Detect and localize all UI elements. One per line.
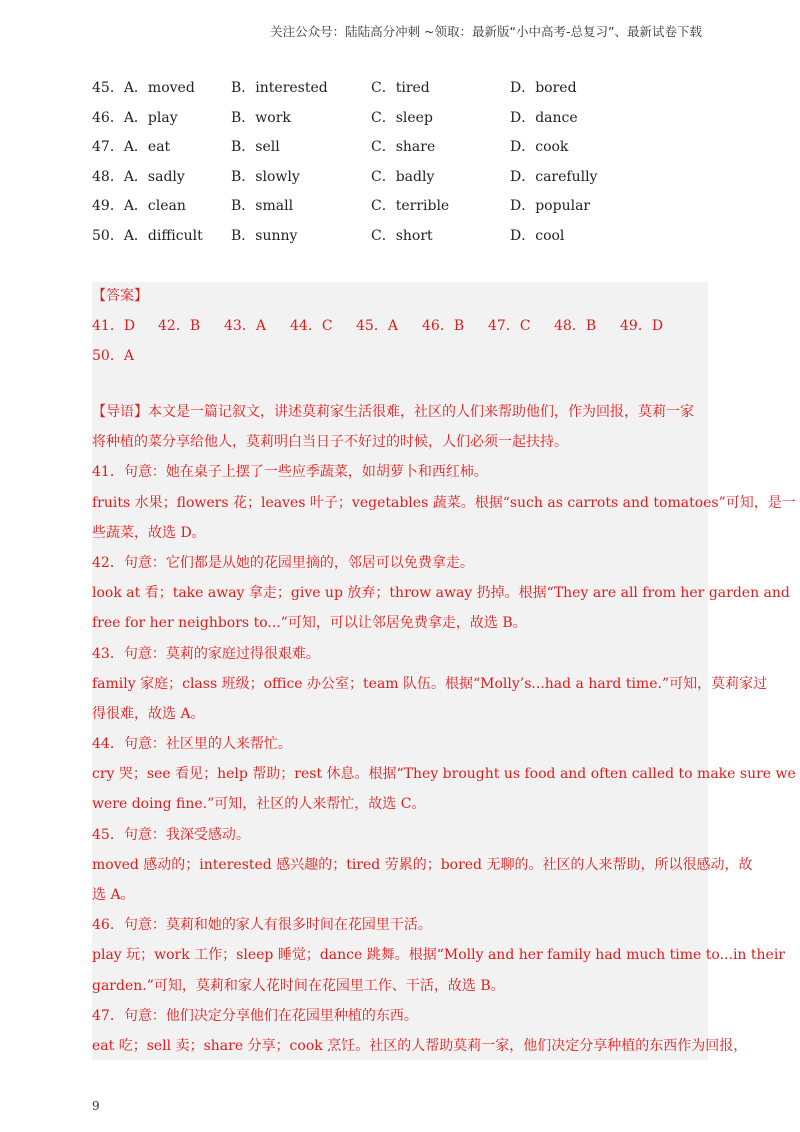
- answer-50: 50．A: [92, 348, 134, 364]
- option-d: D．cool: [510, 227, 565, 244]
- analysis-line: 些蔬菜，故选 D。: [92, 524, 206, 541]
- option-a: 45．A．moved: [92, 80, 195, 96]
- option-row-46: [92, 108, 712, 138]
- analysis-line: play 玩；work 工作；sleep 睡觉；dance 跳舞。根据“Molly and her family had much time to...in their: [92, 947, 785, 964]
- option-c: C．terrible: [371, 198, 450, 215]
- page-header: 关注公众号：陆陆高分冲刺 ~领取：最新版“小中高考-总复习”、最新试卷下载: [270, 24, 702, 39]
- analysis-line: 将种植的菜分享给他人，莫莉明白当日子不好过的时候，人们必须一起扶持。: [92, 434, 568, 451]
- option-d: D．dance: [510, 109, 578, 126]
- answer-41: 41．D: [92, 318, 136, 334]
- option-c: C．badly: [371, 168, 435, 185]
- option-row-49: [92, 196, 712, 226]
- option-d: D．popular: [510, 198, 591, 215]
- answer-44: 44．C: [290, 318, 333, 334]
- option-row-48: [92, 167, 712, 197]
- option-c: C．sleep: [371, 109, 433, 126]
- answer-43: 43．A: [224, 318, 266, 334]
- option-b: B．slowly: [231, 168, 300, 185]
- option-d: D．cook: [510, 139, 569, 156]
- page-number: 9: [92, 1099, 100, 1113]
- option-a: 46．A．play: [92, 109, 178, 126]
- answer-47: 47．C: [488, 318, 531, 334]
- option-b: B．work: [231, 109, 291, 126]
- analysis-line: 47．句意：他们决定分享他们在花园里种植的东西。: [92, 1007, 418, 1024]
- analysis-line: eat 吃；sell 卖；share 分享；cook 烹饪。社区的人帮助莫莉一家，他们决定分享种植的东西作为回报，: [92, 1037, 748, 1054]
- option-c: C．tired: [371, 80, 430, 96]
- analysis-line: free for her neighbors to...”可知，可以让邻居免费拿走，故选 B。: [92, 615, 527, 632]
- analysis-line: 45．句意：我深受感动。: [92, 826, 250, 843]
- option-d: D．bored: [510, 80, 577, 96]
- option-row-45: [92, 78, 712, 108]
- answer-46: 46．B: [422, 318, 465, 334]
- option-b: B．sunny: [231, 227, 298, 244]
- option-d: D．carefully: [510, 168, 598, 185]
- analysis-line: family 家庭；class 班级；office 办公室；team 队伍。根据“Molly’s...had a hard time.”可知，莫莉家过: [92, 675, 768, 692]
- analysis-line: fruits 水果；flowers 花；leaves 叶子；vegetables 蔬菜。根据“such as carrots and tomatoes”可知，是一: [92, 494, 796, 511]
- answer-42: 42．B: [158, 318, 201, 334]
- analysis-line: moved 感动的；interested 感兴趣的；tired 劳累的；bored 无聊的。社区的人来帮助，所以很感动，故: [92, 856, 753, 873]
- option-a: 47．A．eat: [92, 139, 171, 156]
- analysis-line: 得很难，故选 A。: [92, 705, 205, 722]
- option-b: B．small: [231, 198, 294, 215]
- analysis-text: [92, 402, 796, 1066]
- analysis-line: 42．句意：它们都是从她的花园里摘的，邻居可以免费拿走。: [92, 554, 474, 571]
- options-list: [92, 78, 712, 256]
- option-a: 49．A．clean: [92, 198, 186, 215]
- analysis-line: 46．句意：莫莉和她的家人有很多时间在花园里干活。: [92, 917, 432, 934]
- analysis-line: look at 看；take away 拿走；give up 放弃；throw away 扔掉。根据“They are all from her garden and: [92, 585, 790, 602]
- analysis-line: garden.”可知，莫莉和家人花时间在花园里工作、干活，故选 B。: [92, 977, 505, 994]
- option-c: C．short: [371, 227, 433, 244]
- answer-title: 【答案】: [92, 288, 148, 304]
- answer-section: [92, 282, 796, 1060]
- answer-48: 48．B: [554, 318, 597, 334]
- analysis-line: 44．句意：社区里的人来帮忙。: [92, 736, 292, 753]
- option-row-47: [92, 137, 712, 167]
- option-row-50: [92, 226, 712, 256]
- analysis-line: 43．句意：莫莉的家庭过得很艰难。: [92, 645, 320, 662]
- analysis-line: cry 哭；see 看见；help 帮助；rest 休息。根据“They brought us food and often called to make sure we: [92, 766, 796, 783]
- option-a: 48．A．sadly: [92, 168, 185, 185]
- option-a: 50．A．difficult: [92, 227, 203, 244]
- option-c: C．share: [371, 139, 436, 156]
- answer-49: 49．D: [620, 318, 664, 334]
- analysis-line: 41．句意：她在桌子上摆了一些应季蔬菜，如胡萝卜和西红柿。: [92, 464, 488, 481]
- analysis-line: 【导语】本文是一篇记叙文，讲述莫莉家生活很难，社区的人们来帮助他们，作为回报，莫莉一家: [92, 404, 694, 420]
- analysis-line: were doing fine.”可知，社区的人来帮忙，故选 C。: [92, 796, 426, 813]
- analysis-line: 选 A。: [92, 887, 135, 903]
- option-b: B．interested: [231, 80, 328, 96]
- answer-45: 45．A: [356, 318, 398, 334]
- option-b: B．sell: [231, 139, 280, 156]
